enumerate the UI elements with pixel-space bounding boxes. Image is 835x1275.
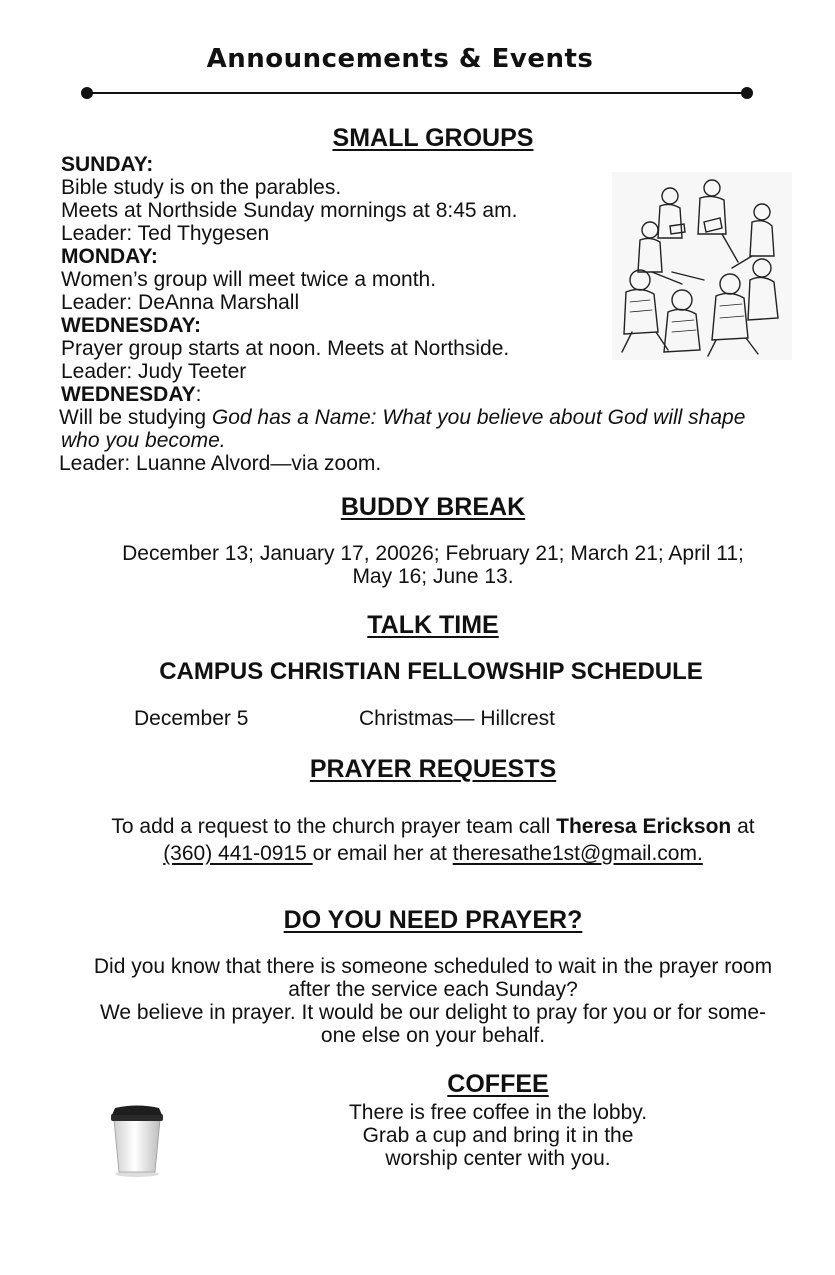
buddy-break-dates [0, 542, 835, 588]
phone-link[interactable]: (360) 441-0915 [163, 842, 313, 865]
buddy-break-heading: BUDDY BREAK [340, 493, 526, 521]
buddy-break-line: May 16; June 13. [352, 565, 514, 588]
wednesday2-study-line [61, 429, 821, 452]
title-divider [87, 92, 747, 94]
need-prayer-line: after the service each Sunday? [288, 978, 578, 1001]
monday-line: Women’s group will meet twice a month. [61, 268, 437, 291]
sunday-line: Leader: Ted Thygesen [61, 222, 270, 245]
small-groups-heading: SMALL GROUPS [332, 124, 534, 152]
email-link[interactable]: theresathe1st@gmail.com. [452, 842, 703, 865]
rule-right-dot [741, 87, 753, 99]
book-title-cont: who you become. [61, 429, 226, 452]
prayer-requests-at: at [731, 815, 755, 838]
wednesday2-study-line [59, 406, 821, 429]
monday-label: MONDAY: [61, 245, 158, 268]
book-title: God has a Name: What you believe about God will shape [211, 406, 746, 429]
prayer-requests-line [0, 813, 835, 840]
coffee-line: There is free coffee in the lobby. [348, 1101, 648, 1124]
contact-name: Theresa Erickson [556, 815, 732, 838]
sunday-label: SUNDAY: [61, 153, 154, 176]
coffee-line: Grab a cup and bring it in the [362, 1124, 634, 1147]
wednesday2-colon: : [195, 383, 202, 406]
coffee-cup-icon [106, 1104, 168, 1178]
prayer-requests-line [0, 840, 835, 867]
wednesday-line: Leader: Judy Teeter [61, 360, 247, 383]
need-prayer-line: We believe in prayer. It would be our delight to pray for you or for some- [99, 1001, 767, 1024]
wednesday2-leader: Leader: Luanne Alvord—via zoom. [59, 452, 382, 475]
wednesday2-intro: Will be studying [59, 406, 212, 429]
prayer-requests-heading: PRAYER REQUESTS [309, 755, 557, 783]
prayer-requests-intro: To add a request to the church prayer team call [111, 815, 557, 838]
need-prayer-line: Did you know that there is someone scheduled to wait in the prayer room [93, 955, 773, 978]
page-title: Announcements & Events [206, 44, 594, 74]
talk-time-heading: TALK TIME [367, 611, 499, 639]
need-prayer-heading: DO YOU NEED PRAYER? [283, 906, 583, 934]
coffee-line: worship center with you. [385, 1147, 611, 1170]
prayer-requests-email-intro: or email her at [312, 842, 453, 865]
coffee-heading: COFFEE [447, 1070, 549, 1098]
wednesday2-label-row [61, 383, 821, 406]
buddy-break-line: December 13; January 17, 20026; February 21; March 21; April 11; [122, 542, 744, 565]
wednesday-label: WEDNESDAY: [61, 314, 202, 337]
wednesday2-label: WEDNESDAY [61, 383, 196, 406]
monday-line: Leader: DeAnna Marshall [61, 291, 300, 314]
need-prayer-text [0, 955, 835, 1047]
need-prayer-line: one else on your behalf. [320, 1024, 546, 1047]
campus-date: December 5 [134, 707, 249, 730]
small-group-illustration [612, 172, 792, 360]
prayer-requests-text [0, 813, 835, 867]
campus-heading: CAMPUS CHRISTIAN FELLOWSHIP SCHEDULE [159, 658, 703, 685]
sunday-line: Meets at Northside Sunday mornings at 8:45 am. [61, 199, 518, 222]
sunday-line: Bible study is on the parables. [61, 176, 342, 199]
coffee-text [320, 1101, 676, 1170]
campus-event: Christmas— Hillcrest [359, 707, 556, 730]
wednesday-line: Prayer group starts at noon. Meets at Northside. [61, 337, 510, 360]
